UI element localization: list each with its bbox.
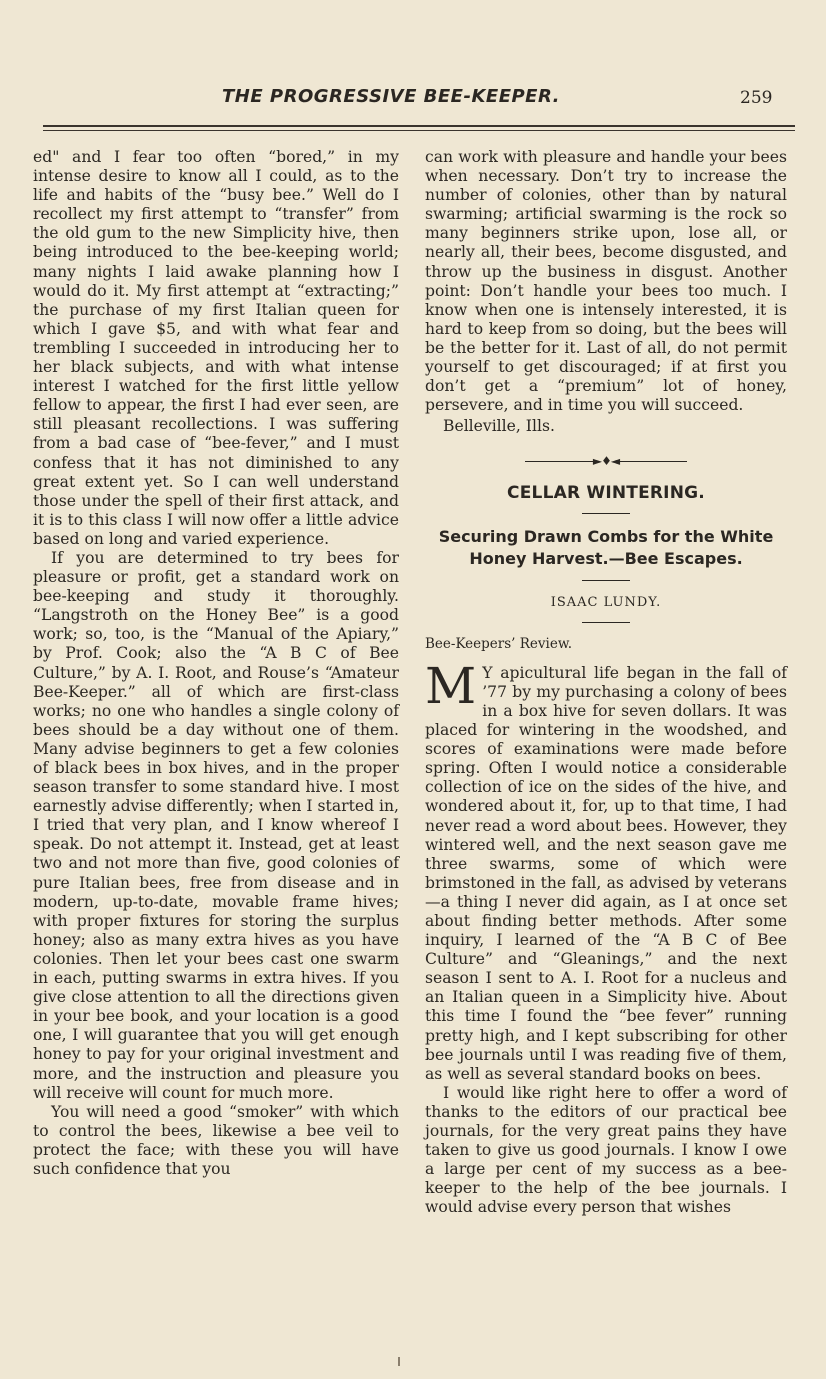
article-paragraph (425, 656, 787, 1084)
drop-cap: M (425, 656, 477, 715)
right-column (425, 148, 787, 1218)
paragraph: ed" and I fear too often “bored,” in my intense desire to know all I could, as to the life and habits of the “busy bee.” Well do I recollect my first attempt to “transfer” from the old gum to the new Simplicity hive, then being introduced to the bee-keeping world; many nights I laid awake planning how I would do it. My first attempt at “extracting;” the purchase of my first Italian queen for which I gave $5, and with what fear and trembling I succeeded in introducing her to her black subjects, and with what intense interest I watched for the first little yellow fellow to appear, the first I had ever seen, are still pleasant recollections. I was suffering from a bad case of “bee-fever,” and I must confess that it has not diminished to any great extent yet. So I can well understand those under the spell of their first attack, and it is to this class I will now offer a little advice based on long and varied experience. (33, 148, 399, 548)
article-subtitle (425, 526, 787, 570)
paragraph: You will need a good “smoker” with which to control the bees, likewise a bee veil to protect the face; with these you will have such confidence that you (33, 1102, 399, 1178)
author-name: ISAAC LUNDY. (550, 594, 662, 610)
signature: Belleville, Ills. (443, 417, 555, 436)
page-speck (398, 1357, 400, 1366)
subtitle-rule (582, 580, 630, 581)
paragraph: If you are determined to try bees for pleasure or profit, get a standard work on bee-keeping and study it thoroughly. “Langstroth on the Honey Bee” is a good work; so, too, is the “Manual of the Apiary,” by Prof. Cook; also the “A B C of Bee Culture,” by A. I. Root, and Rouse’s “Amateur Bee-Keeper.” all of which are first-class works; no one who handles a single colony of bees should be a day without one of them. Many advise beginners to get a few colonies of black bees in box hives, and in the proper season transfer to some standard hive. I most earnestly advise differently; when I started in, I tried that very plan, and I know whereof I speak. Do not attempt it. Instead, get at least two and not more than five, good colonies of pure Italian bees, free from disease and in modern, up-to-date, movable frame hives; with proper fixtures for storing the surplus honey; also as many extra hives as you have colonies. Then let your bees cast one swarm in each, putting swarms in extra hives. If you give close attention to all the directions given in your bee book, and your location is a good one, I will guarantee that you will get enough honey to pay for your original investment and more, and the instruction and pleasure you will receive will count for much more. (33, 548, 399, 1102)
author-rule (582, 622, 630, 623)
left-column (33, 148, 399, 1179)
running-title: THE PROGRESSIVE BEE-KEEPER. (222, 86, 561, 107)
article-title: CELLAR WINTERING. (507, 482, 705, 503)
section-ornament: ►♦◄ (425, 452, 787, 471)
title-rule (582, 513, 630, 514)
page-number: 259 (740, 88, 773, 108)
paragraph-text: Y apicultural life began in the fall of ’77 by my purchasing a colony of bees in a box hive for seven dollars. It was placed for wintering in the woodshed, and scores of examinations were made before spring. Often I would notice a considerable collection of ice on the sides of the hive, and wondered about it, for, up to that time, I had never read a word about bees. However, they wintered well, and the next season gave me three swarms, some of which were brimstoned in the fall, as advised by veterans—a thing I never did again, as I at once set about finding better methods. After some inquiry, I learned of the “A B C of Bee Culture” and “Gleanings,” and the next season I sent to A. I. Root for a nucleus and an Italian queen in a Simplicity hive. About this time I found the “bee fever” running pretty high, and I kept subscribing for other bee journals until I was reading five of them, as well as several standard books on bees. (425, 663, 787, 1083)
header-rule-thin (43, 130, 795, 131)
header-rule (43, 125, 795, 127)
subtitle-line: Securing Drawn Combs for the White (438, 526, 774, 546)
article-paragraph: I would like right here to offer a word of thanks to the editors of our practical bee journals, for the very great pains they have taken to give us good journals. I know I owe a large per cent of my success as a bee-keeper to the help of the bee journals. I would advise every person that wishes (425, 1083, 787, 1217)
paragraph: can work with pleasure and handle your bees when necessary. Don’t try to increase the number of colonies, other than by natural swarming; artificial swarming is the rock so many beginners strike upon, lose all, or nearly all, their bees, become disgusted, and throw up the business in disgust. Another point: Don’t handle your bees too much. I know when one is intensely interested, it is hard to keep from so doing, but the bees will be the better for it. Last of all, do not permit yourself to get discouraged; if at first you don’t get a “premium” lot of honey, persevere, and in time you will succeed. (425, 148, 787, 415)
page-header (0, 86, 826, 116)
subtitle-line: Honey Harvest.—Bee Escapes. (469, 548, 743, 568)
source-credit: Bee-Keepers’ Review. (425, 635, 573, 652)
